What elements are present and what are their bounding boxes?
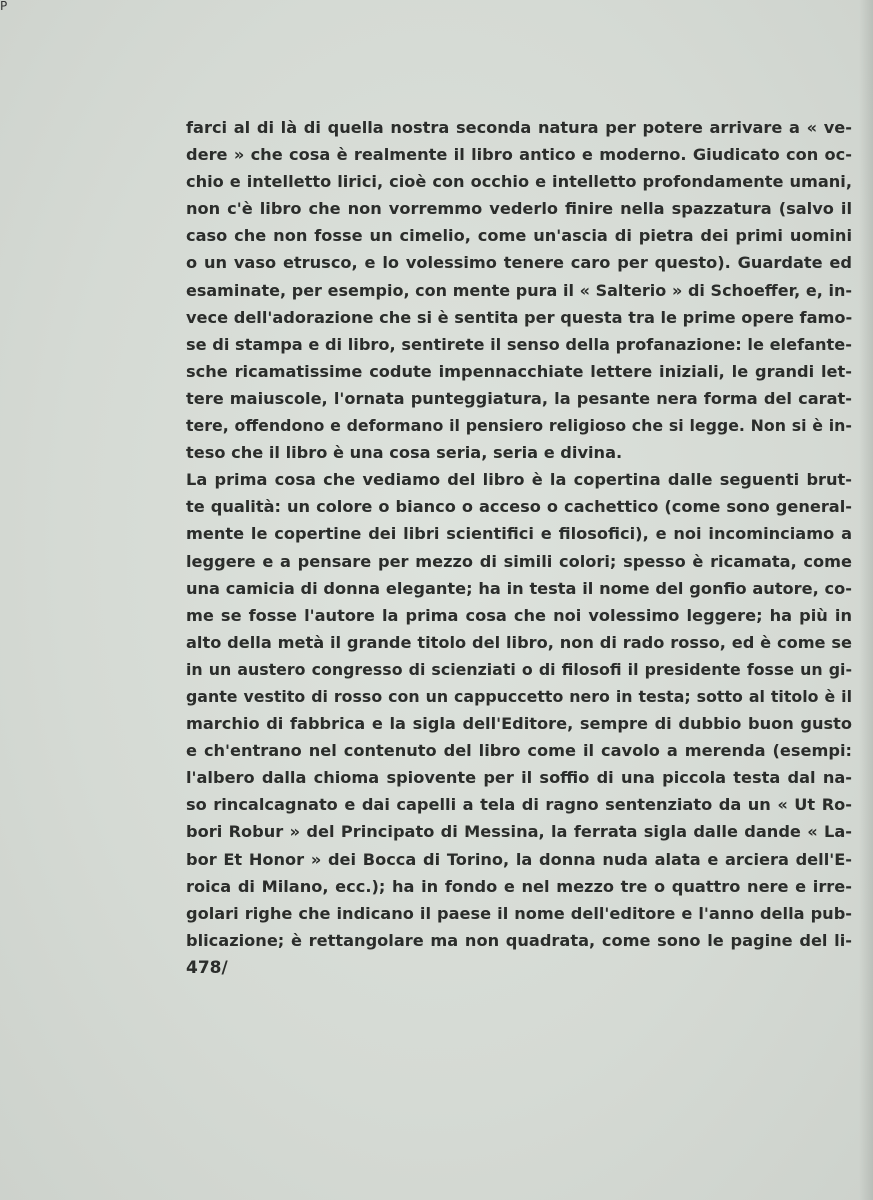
text-line: o un vaso etrusco, e lo volessimo tenere caro per questo). Guardate ed bbox=[186, 253, 852, 273]
text-line: so rincalcagnato e dai capelli a tela di ragno sentenziato da un « Ut Ro- bbox=[186, 795, 852, 815]
text-line: marchio di fabbrica e la sigla dell'Editore, sempre di dubbio buon gusto bbox=[186, 714, 852, 734]
text-line: in un austero congresso di scienziati o di filosofi il presidente fosse un gi- bbox=[186, 659, 852, 679]
text-line: tere maiuscole, l'ornata punteggiatura, la pesante nera forma del carat- bbox=[186, 388, 852, 408]
text-line: se di stampa e di libro, sentirete il senso della profanazione: le elefante- bbox=[186, 334, 852, 354]
text-line: sche ricamatissime codute impennacchiate lettere iniziali, le grandi let- bbox=[186, 361, 852, 381]
text-line: golari righe che indicano il paese il nome dell'editore e l'anno della pub- bbox=[186, 903, 852, 923]
text-line: l'albero dalla chioma spiovente per il soffio di una piccola testa dal na- bbox=[186, 768, 852, 788]
page-number: 478/ bbox=[186, 958, 228, 978]
text-line: dere » che cosa è realmente il libro antico e moderno. Giudicato con oc- bbox=[186, 145, 852, 165]
text-line: bori Robur » del Principato di Messina, la ferrata sigla dalle dande « La- bbox=[186, 822, 852, 842]
page-edge-shadow bbox=[859, 0, 873, 1200]
text-line: vece dell'adorazione che si è sentita per questa tra le prime opere famo- bbox=[186, 307, 853, 327]
text-line: una camicia di donna elegante; ha in testa il nome del gonfio autore, co- bbox=[186, 578, 852, 598]
text-line: te qualità: un colore o bianco o acceso o cachettico (come sono general- bbox=[186, 497, 852, 517]
text-line: esaminate, per esempio, con mente pura il « Salterio » di Schoeffer, e, in- bbox=[186, 280, 852, 300]
text-line: gante vestito di rosso con un cappuccetto nero in testa; sotto al titolo è il bbox=[186, 686, 852, 706]
text-line: leggere e a pensare per mezzo di simili colori; spesso è ricamata, come bbox=[186, 551, 852, 571]
text-line: bor Et Honor » dei Bocca di Torino, la donna nuda alata e arciera dell'E- bbox=[186, 849, 852, 869]
text-line: farci al di là di quella nostra seconda natura per potere arrivare a « ve- bbox=[186, 118, 852, 137]
text-line: alto della metà il grande titolo del libro, non di rado rosso, ed è come se bbox=[186, 632, 852, 652]
text-line: tere, offendono e deformano il pensiero religioso che si legge. Non si è in- bbox=[186, 416, 852, 436]
text-line: e ch'entrano nel contenuto del libro come il cavolo a merenda (esempi: bbox=[186, 741, 852, 761]
text-line: caso che non fosse un cimelio, come un'ascia di pietra dei primi uomini bbox=[186, 226, 852, 246]
body-text bbox=[186, 114, 852, 954]
text-line: non c'è libro che non vorremmo vederlo finire nella spazzatura (salvo il bbox=[186, 199, 852, 219]
text-line: La prima cosa che vediamo del libro è la copertina dalle seguenti brut- bbox=[186, 470, 852, 490]
text-line: chio e intelletto lirici, cioè con occhio e intelletto profondamente umani, bbox=[186, 172, 852, 192]
text-line: blicazione; è rettangolare ma non quadrata, come sono le pagine del li- bbox=[186, 930, 852, 950]
text-line: roica di Milano, ecc.); ha in fondo e nel mezzo tre o quattro nere e irre- bbox=[186, 876, 852, 896]
text-line: mente le copertine dei libri scientifici e filosofici), e noi incominciamo a bbox=[186, 524, 852, 544]
text-line: me se fosse l'autore la prima cosa che noi volessimo leggere; ha più in bbox=[186, 605, 852, 625]
text-line: teso che il libro è una cosa seria, seria e divina. bbox=[186, 443, 623, 463]
corner-mark: P bbox=[0, 0, 8, 13]
